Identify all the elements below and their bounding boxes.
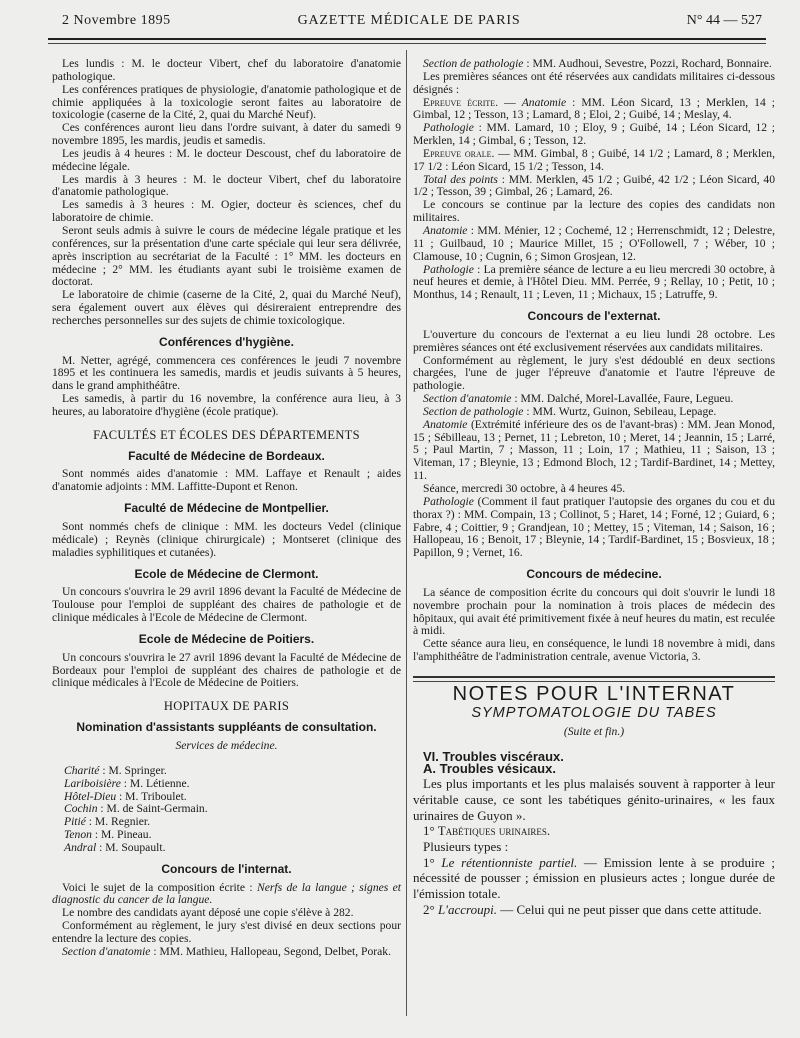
paragraph: Les mardis à 3 heures : M. le docteur Vibert, chef du laboratoire d'anatomie pathologique. [52,172,401,199]
column-divider [406,50,407,1016]
header-rule-thin [48,43,766,44]
list-item: Pitié : M. Regnier. [64,815,150,829]
section-heading: Concours de l'externat. [527,309,661,324]
paragraph: Les conférences pratiques de physiologie, d'anatomie pathologique et de chimie appliquées à la toxicologie seront faites au laboratoire de toxicologie (caserne de la Cité, 2, quai du Marché Neuf). [52,82,401,122]
paragraph: La séance de composition écrite du concours qui doit s'ouvrir le lundi 18 novembre prochain pour la nomination à trois places de médecin des hôpitaux, qui avait été primitivement fixée à neuf heures du matin, est reculée à midi. [413,585,775,638]
paragraph: Section de pathologie : MM. Wurtz, Guinon, Sebileau, Lepage. [423,404,717,418]
paragraph: Les jeudis à 4 heures : M. le docteur Descoust, chef du laboratoire de médecine légale. [52,146,401,173]
paragraph: Sont nommés aides d'anatomie : MM. Laffaye et Renault ; aides d'anatomie adjoints : MM. Laffitte-Dupont et Renon. [52,467,401,494]
paragraph: Le laboratoire de chimie (caserne de la Cité, 2, quai du Marché Neuf), sera également ouvert aux élèves qui désireraient entreprendre des recherches personnelles sur des sujets de chimie toxicologique. [52,288,401,327]
paragraph: Les plus importants et les plus malaisés souvent à rapporter à leur véritable cause, ce sont les tabétiques génito-urinaires, « les faux urinaires de Guyon ». [413,776,775,823]
section-heading: Concours de médecine. [526,567,662,582]
paragraph: Section d'anatomie : MM. Dalché, Morel-Lavallée, Faure, Legueu. [423,392,734,406]
header-title: GAZETTE MÉDICALE DE PARIS [297,13,521,28]
section-heading: Conférences d'hygiène. [159,334,294,349]
section-heading: Concours de l'internat. [161,861,292,876]
list-item: Andral : M. Soupault. [64,840,166,854]
paragraph: Les samedis à 3 heures : M. Ogier, docteur ès sciences, chef du laboratoire de chimie. [52,198,401,225]
paragraph: Voici le sujet de la composition écrite : Nerfs de la langue ; signes et diagnostic du cancer de la langue. [52,880,402,907]
paragraph: Conformément au règlement, le jury s'est divisé en deux sections pour entendre la lecture des copies. [52,919,401,945]
left-column [52,58,401,959]
major-heading: HOPITAUX DE PARIS [163,699,290,714]
paragraph: Un concours s'ouvrira le 29 avril 1896 devant la Faculté de Médecine de Toulouse pour l'emploi de suppléant des chaires de pathologie et de clinique médicales à l'Ecole de Médecine de Clermont. [52,585,401,625]
page-header [40,13,770,33]
paragraph: Pathologie : MM. Lamard, 10 ; Eloy, 9 ; Guibé, 14 ; Léon Sicard, 12 ; Merklen, 14 ; Gimbal, 6 ; Tesson, 12. [413,121,775,148]
paragraph: Epreuve orale. — MM. Gimbal, 8 ; Guibé, 14 1/2 ; Lamard, 8 ; Merklen, 17 1/2 : Léon Sicard, 15 1/2 ; Tesson, 14. [413,146,776,173]
paragraph: Le nombre des candidats ayant déposé une copie s'élève à 282. [62,906,354,920]
paragraph: Les samedis, à partir du 16 novembre, la conférence aura lieu, à 3 heures, au laboratoire d'hygiène (école pratique). [52,392,401,418]
paragraph: Ces conférences auront lieu dans l'ordre suivant, à dater du samedi 9 novembre 1895, les mardis, jeudis et samedis. [52,121,401,148]
paragraph: 1° Tabétiques urinaires. [423,823,551,839]
chapter-subheading: A. Troubles vésicaux. [423,761,556,777]
chapter-heading: VI. Troubles viscéraux. [423,748,564,764]
subheading: Services de médecine. [175,738,278,752]
paragraph: Epreuve écrite. — Anatomie : MM. Léon Sicard, 13 ; Merklen, 14 ; Gimbal, 12 ; Tesson, 13 ; Lamard, 8 ; Eloi, 2 ; Guibé, 14 ; Meslay, 4. [413,95,775,122]
paragraph: Total des points : MM. Merklen, 45 1/2 ; Guibé, 42 1/2 ; Léon Sicard, 40 1/2 ; Tesson, 39 ; Gimbal, 26 ; Lamard, 26. [413,172,776,199]
paragraph: Anatomie (Extrémité inférieure des os de l'avant-bras) : MM. Jean Monod, 15 ; Sébilleau, 13 ; Pernet, 11 ; Lebreton, 10 ; Meret, 14 ; Jeannin, 15 ; Larré, 5 ; Paul Martin, 7 ; Masson, 11 ; Loin, 17 ; Mathieu, 11 ; Saison, 13 ; Viteman, 17 ; Bleynie, 13 ; Edmond Bloch, 12 ; Tardif-Bardinet, 14 ; Mettey, 11. [413,417,775,483]
section-heading: Faculté de Médecine de Montpellier. [124,501,329,516]
list-item: Charité : M. Springer. [64,763,167,777]
paragraph: Les premières séances ont été réservées aux candidats militaires ci-dessous désignés : [413,69,775,96]
paragraph: L'ouverture du concours de l'externat a eu lieu lundi 28 octobre. Les premières séances ont été exclusivement réservées aux candidats militaires. [413,327,775,354]
notes-body [413,748,775,918]
header-date: 2 Novembre 1895 [62,13,171,28]
paragraph: Sont nommés chefs de clinique : MM. les docteurs Vedel (clinique médicale) ; Reynès (clinique chirurgicale) ; Montseret (clinique des maladies syphilitiques et cutanées). [52,520,401,559]
paragraph: Seront seuls admis à suivre le cours de médecine légale pratique et les conférences, sur la présentation d'une carte spéciale qui leur sera délivrée, après inscription au secrétariat de la Faculté : 1° MM. les docteurs en médecine ; 2° MM. les étudiants ayant subi le troisième examen de doctorat. [52,223,401,289]
paragraph: Section d'anatomie : MM. Mathieu, Hallopeau, Segond, Delbet, Porak. [62,944,391,958]
paragraph: 2° L'accroupi. — Celui qui ne peut pisser que dans cette attitude. [423,901,762,917]
list-item: Hôtel-Dieu : M. Triboulet. [64,789,187,803]
paragraph: Pathologie : La première séance de lecture a eu lieu mercredi 30 octobre, à neuf heures et demie, à l'Hôtel Dieu. MM. Perrée, 9 ; Rellay, 10 ; Petit, 10 ; Monthus, 14 ; Renault, 11 ; Leven, 11 ; Michaux, 15 ; Latruffe, 9. [413,262,775,302]
right-column [413,58,775,918]
paragraph: Plusieurs types : [423,839,509,854]
paragraph: Pathologie (Comment il faut pratiquer l'autopsie des organes du cou et du thorax ?) : MM. Compain, 13 ; Collinot, 5 ; Haret, 14 ; Forné, 12 ; Guiard, 6 ; Fabre, 4 ; Coittier, 9 ; Grandjean, 10 ; Mettey, 15 ; Viteman, 14 ; Saison, 16 ; Hallopeau, 16 ; Benoit, 17 ; Bleynie, 14 ; Tardif-Bardinet, 15 ; Bosvieux, 18 ; Papillon, 9 ; Vernet, 16. [413,494,775,560]
paragraph: Anatomie : MM. Ménier, 12 ; Cochemé, 12 ; Herrenschmidt, 12 ; Delestre, 11 ; Guilbaud, 10 ; Maurice Millet, 15 ; O'Followell, 7 ; Wéber, 10 ; Clamouse, 10 ; Cugnin, 6 ; Simon Grosjean, 12. [413,223,775,263]
paragraph: Conformément au règlement, le jury s'est dédoublé en deux sections chargées, l'une de juger l'épreuve d'anatomie et l'autre l'épreuve de pathologie. [413,353,775,393]
paragraph: Les lundis : M. le docteur Vibert, chef du laboratoire d'anatomie pathologique. [52,57,401,83]
header-rule [48,38,766,40]
notes-title: NOTES POUR L'INTERNAT [452,682,736,705]
notes-continuation: (Suite et fin.) [563,724,625,738]
paragraph: Cette séance aura lieu, en conséquence, le lundi 18 novembre à midi, dans l'amphithéâtre de l'administration centrale, avenue Victoria, 3. [413,637,775,664]
section-rule [413,676,775,678]
notes-subtitle: SYMPTOMATOLOGIE DU TABES [471,704,717,721]
list-item: Lariboisière : M. Létienne. [64,776,190,790]
paragraph: Le concours se continue par la lecture des copies des candidats non militaires. [413,198,775,225]
list-item: Cochin : M. de Saint-Germain. [64,802,208,816]
list-item: Tenon : M. Pineau. [64,828,152,842]
section-heading: Nomination d'assistants suppléants de consultation. [76,720,377,735]
section-heading: Faculté de Médecine de Bordeaux. [128,448,325,463]
paragraph: M. Netter, agrégé, commencera ces conférences le jeudi 7 novembre 1895 et les continuera les samedis, mardis et jeudis suivants à 5 heures, dans le grand amphithéâtre. [52,353,401,393]
section-heading: Ecole de Médecine de Poitiers. [138,631,315,646]
header-page-number: N° 44 — 527 [686,13,762,28]
major-heading: FACULTÉS ET ÉCOLES DES DÉPARTEMENTS [93,427,360,442]
section-heading: Ecole de Médecine de Clermont. [134,566,319,581]
paragraph: 1° Le rétentionniste partiel. — Emission lente à se produire ; nécessité de pousser ; émission en plusieurs actes ; longue durée de l'émission totale. [413,854,775,902]
paragraph: Un concours s'ouvrira le 27 avril 1896 devant la Faculté de Médecine de Bordeaux pour l'emploi de suppléant des chaires de pathologie et de clinique médicales à l'Ecole de Médecine de Poitiers. [52,650,401,690]
paragraph: Séance, mercredi 30 octobre, à 4 heures 45. [423,482,626,495]
paragraph: Section de pathologie : MM. Audhoui, Sevestre, Pozzi, Rochard, Bonnaire. [423,57,772,70]
